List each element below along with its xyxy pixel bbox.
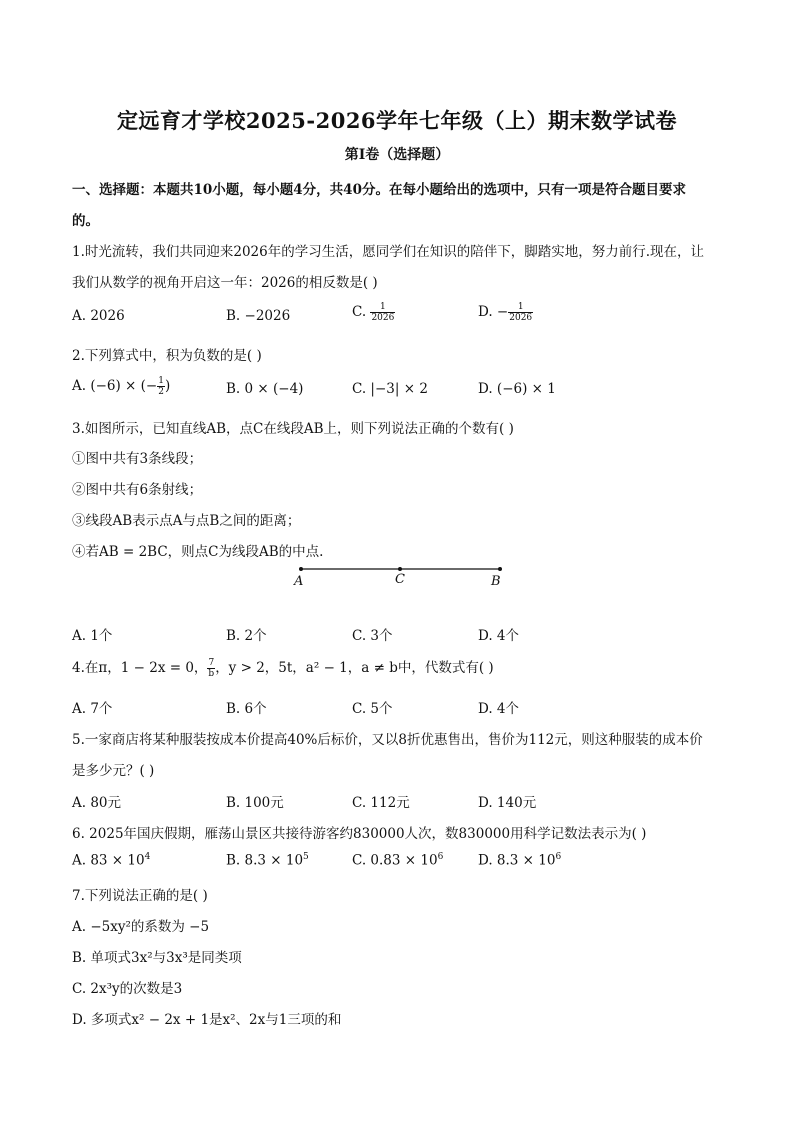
q7-option-b: B. 单项式3x²与3x³是同类项 [72,950,242,966]
page-title: 定远育才学校2025-2026学年七年级（上）期末数学试卷 [116,108,678,133]
label-b: B [491,574,501,589]
q6-option-d: D. $8.3 \times 10^6$ [478,852,562,869]
q6-stem: 6. 2025年国庆假期，雁荡山景区共接待游客约830000人次，数830000用科学记数法表示为( ) [72,826,647,842]
label-a: A [294,574,304,589]
q2-option-b: B. 0 × (−4) [226,381,304,397]
q6-option-b: B. $8.3 \times 10^5$ [226,852,309,869]
q3-statement-4: ④若AB = 2BC，则点C为线段AB的中点. [72,544,324,560]
q2-option-a: A. (−6) × (− $\frac{1}{2}$ ) [72,376,171,397]
fraction: $\frac{1}{2026}$ [371,302,395,323]
q3-statement-1: ①图中共有3条线段； [72,451,203,467]
q6-option-c: C. $0.83 \times 10^6$ [352,852,444,869]
q4-option-a: A. 7个 [72,701,113,717]
segment-figure [290,560,510,594]
section-instructions: 一、选择题：本题共10小题，每小题4分，共40分。在每小题给出的选项中，只有一项是符合题目要求 [72,182,686,198]
fraction: $\frac{1}{2}$ [158,376,164,397]
q4-option-c: C. 5个 [352,701,393,717]
q1-option-d: D. − $\frac{1}{2026}$ [478,302,533,323]
q1-stem-cont: 我们从数学的视角开启这一年：2026的相反数是( ) [72,275,378,291]
q5-option-c: C. 112元 [352,795,410,811]
q3-statement-3: ③线段AB表示点A与点B之间的距离； [72,513,301,529]
q1-option-b: B. −2026 [226,308,291,324]
point-b [498,567,502,571]
q5-option-a: A. 80元 [72,795,122,811]
q3-option-a: A. 1个 [72,628,113,644]
section-subtitle: 第Ⅰ卷（选择题） [344,147,450,163]
fraction: $\frac{7}{b}$ [208,658,215,679]
q3-option-d: D. 4个 [478,628,520,644]
q7-option-d: D. 多项式x² − 2x + 1是x²、2x与1三项的和 [72,1012,342,1028]
q2-option-c: C. |−3| × 2 [352,381,428,397]
q4-option-b: B. 6个 [226,701,267,717]
q7-stem: 7.下列说法正确的是( ) [72,888,208,904]
point-c [398,567,402,571]
q2-option-d: D. (−6) × 1 [478,381,556,397]
q3-stem: 3.如图所示，已知直线AB，点C在线段AB上，则下列说法正确的个数有( ) [72,421,514,437]
q5-stem: 5.一家商店将某种服装按成本价提高40%后标价，又以8折优惠售出，售价为112元，则这种服装的成本价 [72,732,703,748]
q5-option-b: B. 100元 [226,795,284,811]
q5-option-d: D. 140元 [478,795,537,811]
q7-option-c: C. 2x³y的次数是3 [72,981,183,997]
q4-stem: 4.在π，1 − 2x = 0， $\frac{7}{b}$ ，y > 2，5t，a² − 1，a ≠ b中，代数式有( ) [72,658,494,679]
label-c: C [395,572,405,587]
q1-stem: 1.时光流转，我们共同迎来2026年的学习生活，愿同学们在知识的陪伴下，脚踏实地，努力前行.现在，让 [72,244,705,260]
q1-option-a: A. 2026 [72,308,125,324]
point-a [299,567,303,571]
q2-stem: 2.下列算式中，积为负数的是( ) [72,348,262,364]
q6-option-a: A. $83 \times 10^4$ [72,852,151,869]
q3-option-b: B. 2个 [226,628,267,644]
q1-option-c: C. $\frac{1}{2026}$ [352,302,395,323]
q4-option-d: D. 4个 [478,701,520,717]
fraction: $\frac{1}{2026}$ [509,302,533,323]
q7-option-a: A. −5xy²的系数为 −5 [72,919,210,935]
q3-statement-2: ②图中共有6条射线； [72,482,203,498]
section-instructions-cont: 的。 [72,213,99,229]
q5-stem-cont: 是多少元？( ) [72,763,155,779]
q3-option-c: C. 3个 [352,628,393,644]
